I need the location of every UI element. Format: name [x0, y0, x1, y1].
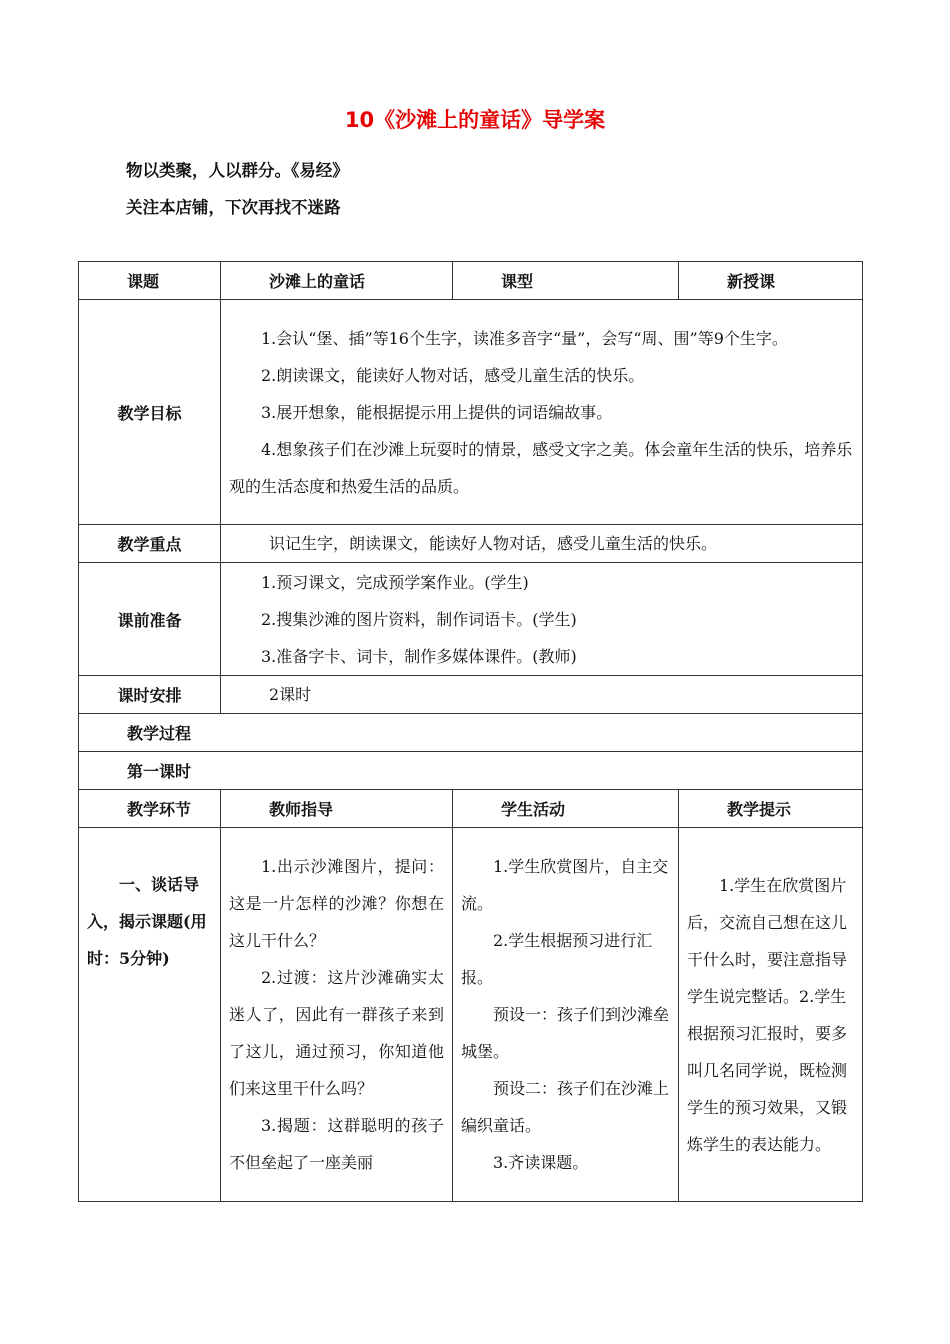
tips-text: 1.学生在欣赏图片后，交流自己想在这儿干什么时，要注意指导学生说完整话。2.学生根据预习汇报时，要多叫几名同学说，既检测学生的预习效果，又锻炼学生的表达能力。: [687, 875, 848, 1154]
quote-line: 物以类聚，人以群分。《易经》: [126, 161, 349, 180]
goals-row: [79, 300, 863, 525]
teacher-item: 2.过渡：这片沙滩确实太迷人了，因此有一群孩子来到了这儿，通过预习，你知道他们来这里干什么吗？: [229, 968, 444, 1098]
key-point-row: [79, 525, 863, 563]
student-item: 预设一：孩子们到沙滩垒城堡。: [461, 1005, 670, 1061]
process-label: 教学过程: [79, 714, 863, 752]
student-item: 预设二：孩子们在沙滩上编织童话。: [461, 1079, 670, 1135]
key-point-value: 识记生字，朗读课文，能读好人物对话，感受儿童生活的快乐。: [221, 525, 863, 563]
teacher-item: 1.出示沙滩图片，提问：这是一片怎样的沙滩？你想在这儿干什么？: [229, 857, 444, 950]
prep-item: 3.准备字卡、词卡，制作多媒体课件。(教师): [261, 646, 577, 666]
first-lesson-row: [79, 752, 863, 790]
topic-label: 课题: [79, 262, 221, 300]
schedule-value: 2课时: [221, 676, 863, 714]
column-header-row: [79, 790, 863, 828]
goal-item: 4.想象孩子们在沙滩上玩耍时的情景，感受文字之美。体会童年生活的快乐，培养乐观的生活态度和热爱生活的品质。: [229, 439, 853, 496]
prep-label: 课前准备: [79, 563, 221, 676]
col-stage-header: 教学环节: [79, 790, 221, 828]
col-tips-header: 教学提示: [679, 790, 863, 828]
prep-item: 2.搜集沙滩的图片资料，制作词语卡。(学生): [261, 609, 577, 629]
prep-item: 1.预习课文，完成预学案作业。(学生): [261, 572, 529, 592]
goal-item: 1.会认“堡、插”等16个生字，读准多音字“量”，会写“周、围”等9个生字。: [261, 328, 788, 348]
table-row: [79, 828, 863, 1202]
schedule-row: [79, 676, 863, 714]
teacher-item: 3.揭题：这群聪明的孩子不但垒起了一座美丽: [229, 1116, 444, 1172]
schedule-label: 课时安排: [79, 676, 221, 714]
student-item: 3.齐读课题。: [493, 1153, 589, 1172]
prep-row: [79, 563, 863, 676]
student-item: 1.学生欣赏图片，自主交流。: [461, 857, 669, 913]
lesson-plan-table: [78, 261, 863, 1202]
goal-item: 2.朗读课文，能读好人物对话，感受儿童生活的快乐。: [261, 365, 645, 385]
type-value: 新授课: [679, 262, 863, 300]
prep-cell: [221, 563, 863, 676]
page-title: 10《沙滩上的童话》导学案: [344, 108, 606, 132]
first-lesson-label: 第一课时: [79, 752, 863, 790]
student-item: 2.学生根据预习进行汇报。: [461, 931, 653, 987]
notice-line: 关注本店铺，下次再找不迷路: [126, 198, 341, 217]
topic-value: 沙滩上的童话: [221, 262, 453, 300]
goal-item: 3.展开想象，能根据提示用上提供的词语编故事。: [261, 402, 613, 422]
student-cell: [453, 828, 679, 1202]
goals-label: 教学目标: [79, 300, 221, 525]
teacher-cell: [221, 828, 453, 1202]
process-row: [79, 714, 863, 752]
info-row: [79, 262, 863, 300]
col-student-header: 学生活动: [453, 790, 679, 828]
key-point-label: 教学重点: [79, 525, 221, 563]
type-label: 课型: [453, 262, 679, 300]
goals-cell: [221, 300, 863, 525]
stage-text: 一、谈话导入，揭示课题(用时：5分钟): [87, 875, 207, 968]
col-teacher-header: 教师指导: [221, 790, 453, 828]
tips-cell: [679, 828, 863, 1202]
